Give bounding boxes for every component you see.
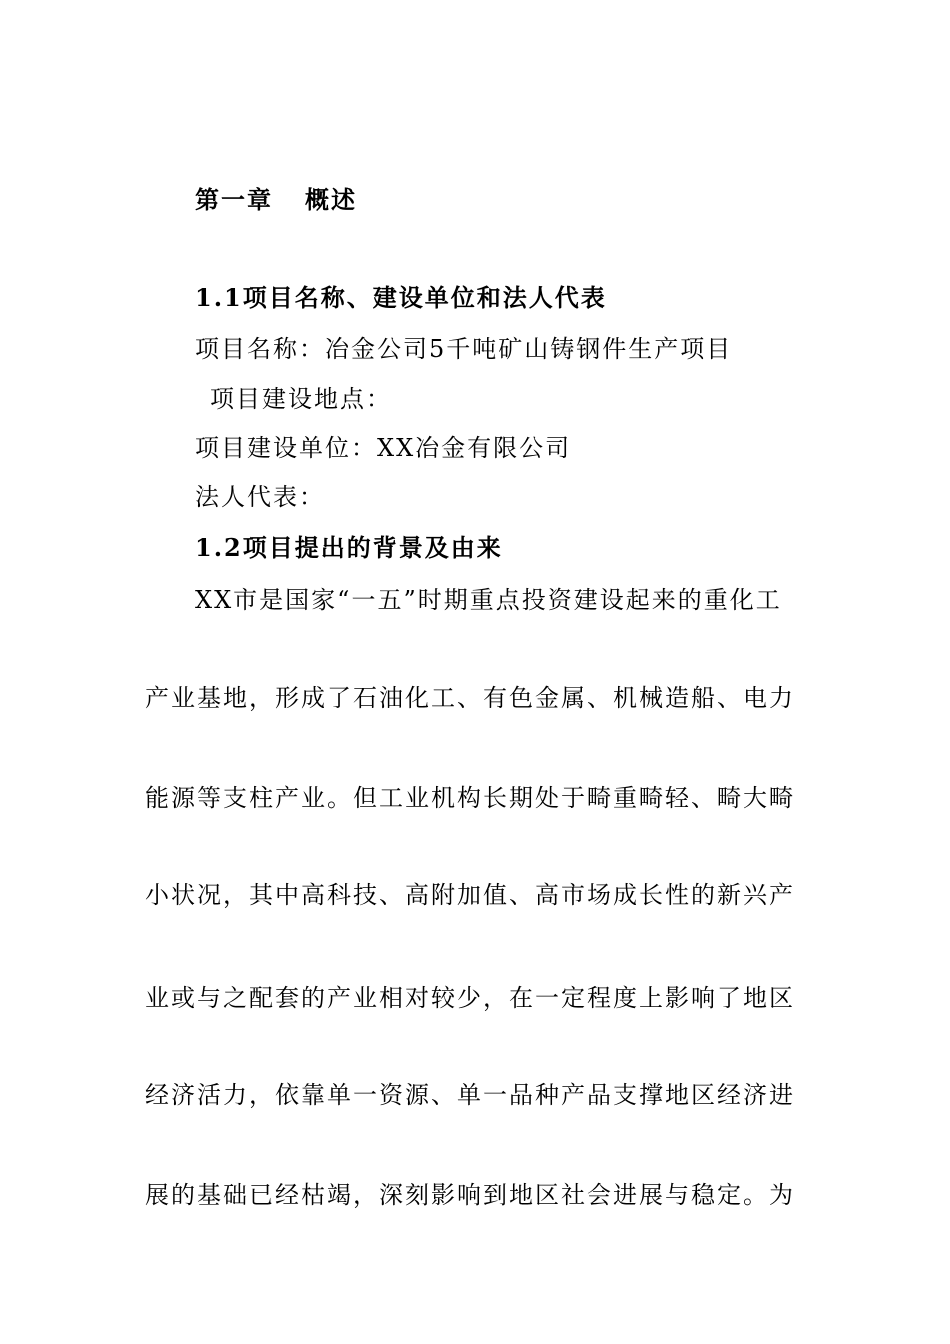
- project-unit-field: 项目建设单位：XX冶金有限公司: [195, 434, 572, 462]
- paragraph-line: 能源等支柱产业。但工业机构长期处于畸重畸轻、畸大畸: [145, 784, 795, 812]
- project-name-field: 项目名称：冶金公司5千吨矿山铸钢件生产项目: [195, 335, 733, 363]
- section-heading-1-2: 1.2项目提出的背景及由来: [195, 533, 503, 562]
- project-location-field: 项目建设地点：: [210, 385, 392, 413]
- paragraph-line: XX市是国家“一五”时期重点投资建设起来的重化工: [195, 586, 782, 614]
- paragraph-line: 展的基础已经枯竭，深刻影响到地区社会进展与稳定。为: [145, 1181, 795, 1209]
- chapter-number: 第一章: [195, 185, 273, 214]
- section-heading-1-1: 1.1项目名称、建设单位和法人代表: [195, 283, 607, 312]
- chapter-title: 概述: [305, 185, 357, 214]
- paragraph-line: 业或与之配套的产业相对较少，在一定程度上影响了地区: [145, 984, 795, 1012]
- paragraph-line: 产业基地，形成了石油化工、有色金属、机械造船、电力: [145, 684, 795, 712]
- chapter-heading: [195, 185, 357, 215]
- paragraph-line: 经济活力，依靠单一资源、单一品种产品支撑地区经济进: [145, 1081, 795, 1109]
- paragraph-line: 小状况，其中高科技、高附加值、高市场成长性的新兴产: [145, 881, 795, 909]
- legal-representative-field: 法人代表：: [195, 483, 325, 511]
